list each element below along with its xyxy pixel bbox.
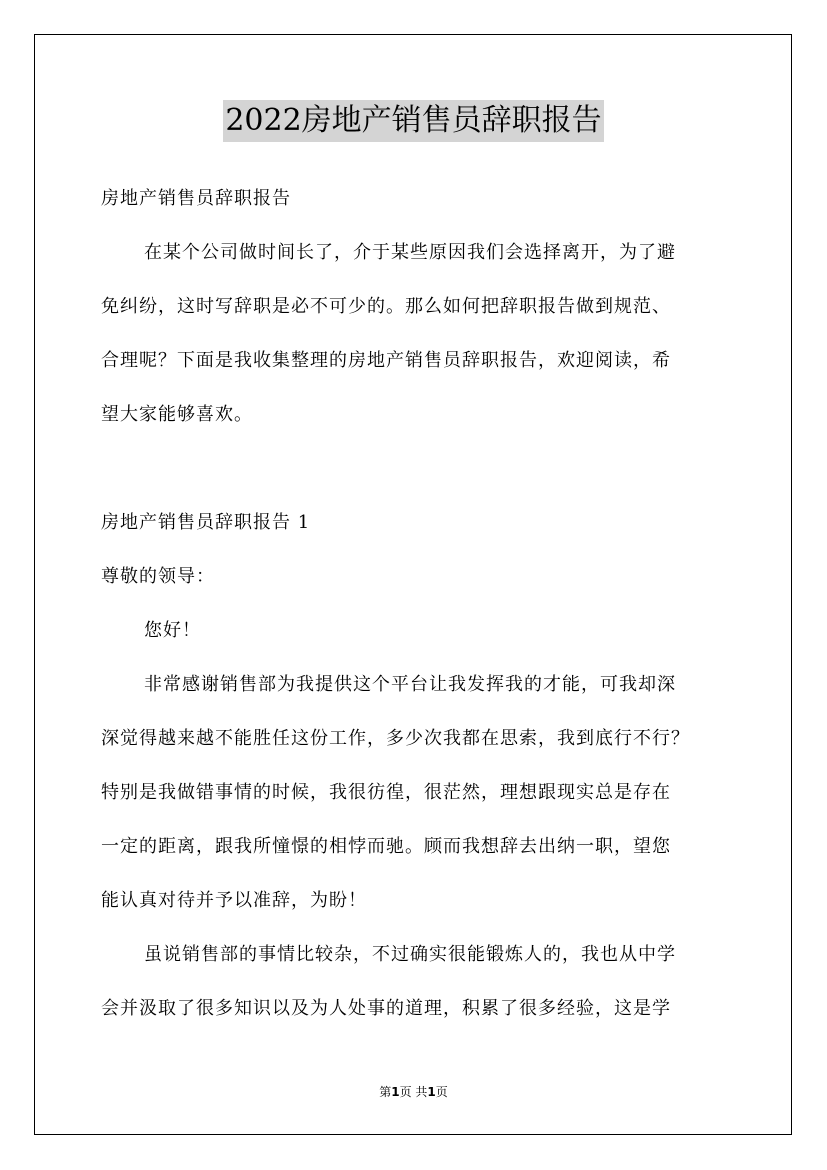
page-footer [0, 1083, 827, 1101]
text-line: 望大家能够喜欢。 [101, 404, 253, 425]
text-line: 特别是我做错事情的时候，我很彷徨，很茫然，理想跟现实总是存在 [101, 782, 671, 803]
footer-page-suffix: 页 [435, 1085, 448, 1099]
text-line: 房地产销售员辞职报告 [101, 188, 291, 209]
footer-page-total: 1 [427, 1085, 436, 1099]
document-body [101, 172, 741, 1036]
text-line: 尊敬的领导： [101, 566, 215, 587]
text-line: 虽说销售部的事情比较杂，不过确实很能锻炼人的，我也从中学 [144, 944, 676, 965]
blank-line [101, 442, 741, 496]
title-container [0, 100, 827, 142]
text-line: 一定的距离，跟我所憧憬的相悖而驰。顾而我想辞去出纳一职，望您 [101, 836, 671, 857]
footer-page-mid: 页 共 [399, 1085, 428, 1099]
footer-page-current: 1 [391, 1085, 400, 1099]
text-line: 在某个公司做时间长了，介于某些原因我们会选择离开，为了避 [144, 242, 676, 263]
footer-page-prefix: 第 [379, 1085, 392, 1099]
text-line: 深觉得越来越不能胜任这份工作，多少次我都在思索，我到底行不行？ [101, 728, 690, 749]
text-line: 合理呢？下面是我收集整理的房地产销售员辞职报告，欢迎阅读，希 [101, 350, 671, 371]
text-line: 能认真对待并予以准辞，为盼！ [101, 890, 367, 911]
text-line: 免纠纷，这时写辞职是必不可少的。那么如何把辞职报告做到规范、 [101, 296, 671, 317]
text-line: 您好！ [144, 620, 201, 641]
text-line: 房地产销售员辞职报告 1 [101, 512, 311, 533]
text-line: 非常感谢销售部为我提供这个平台让我发挥我的才能，可我却深 [144, 674, 676, 695]
document-title: 2022房地产销售员辞职报告 [223, 100, 603, 142]
text-line: 会并汲取了很多知识以及为人处事的道理，积累了很多经验，这是学 [101, 998, 671, 1019]
